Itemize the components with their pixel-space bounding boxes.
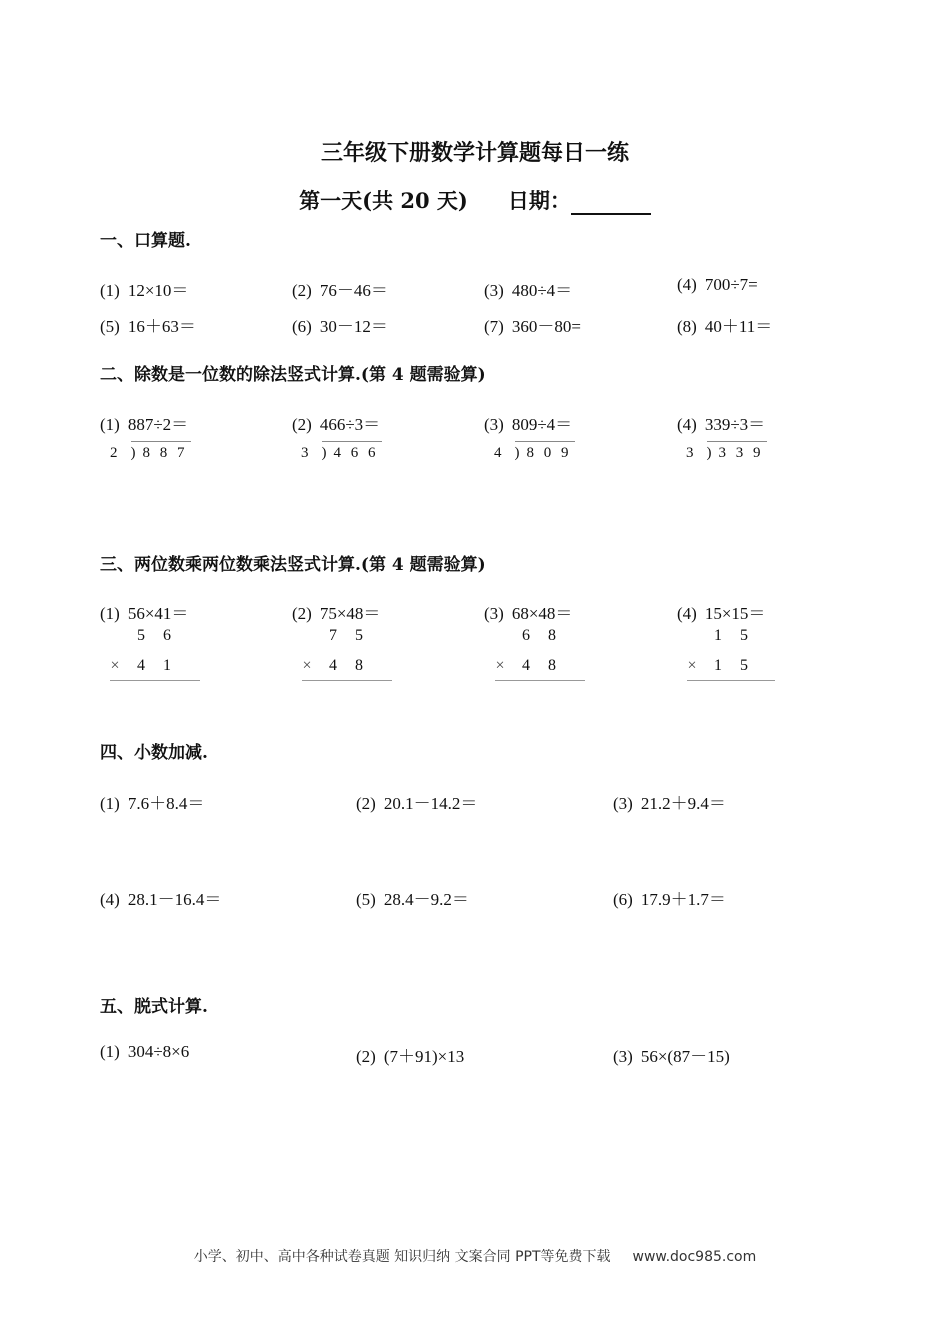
question [677, 410, 765, 435]
section-3-heading: 三、两位数乘两位数乘法竖式计算.(第 4 题需验算) [100, 555, 486, 575]
multiplication-line [110, 680, 200, 681]
vertical-multiplication-bottom [487, 657, 565, 675]
question-number: (7) [484, 317, 504, 336]
question [677, 312, 772, 337]
question-number: (8) [677, 317, 697, 336]
question-number: (1) [100, 415, 120, 434]
date-blank[interactable] [571, 191, 651, 215]
divisor: 4 [494, 445, 505, 461]
question-number: (2) [292, 281, 312, 300]
division-bracket-line [322, 441, 382, 442]
question [100, 789, 204, 814]
question-number: (2) [292, 604, 312, 623]
question-expr: 700÷7= [704, 275, 758, 294]
footer-text: 小学、初中、高中各种试卷真题 知识归纳 文案合同 PPT等免费下载 [193, 1249, 611, 1265]
dividend: 4 6 6 [333, 445, 379, 461]
vertical-multiplication-bottom [102, 657, 180, 675]
date-label: 日期： [507, 188, 571, 213]
question-expr: 28.4－9.2＝ [383, 890, 469, 909]
question [100, 410, 188, 435]
question-expr: 56×(87－15) [640, 1047, 730, 1066]
day-label: 第一天(共 20 天) [299, 188, 468, 213]
question-number: (2) [292, 415, 312, 434]
division-bracket: ) [321, 445, 330, 461]
question-number: (3) [613, 1047, 633, 1066]
footer-link[interactable]: www.doc985.com [632, 1249, 757, 1265]
question-number: (3) [484, 604, 504, 623]
question-expr: 304÷8×6 [127, 1042, 190, 1061]
digit: 8 [355, 657, 363, 674]
question-number: (4) [677, 275, 697, 294]
long-division [110, 445, 188, 462]
vertical-multiplication-top [487, 627, 565, 645]
digit: 6 [163, 627, 171, 644]
question-number: (6) [613, 890, 633, 909]
question-expr: 17.9＋1.7＝ [640, 890, 726, 909]
question-expr: 68×48＝ [511, 604, 573, 623]
question [292, 410, 380, 435]
long-division [301, 445, 379, 462]
digit: 8 [548, 657, 556, 674]
digit: 6 [522, 627, 530, 644]
question-number: (6) [292, 317, 312, 336]
question-number: (2) [356, 1047, 376, 1066]
divisor: 3 [686, 445, 697, 461]
page-title: 三年级下册数学计算题每日一练 [320, 140, 629, 166]
question [100, 885, 221, 910]
question [100, 599, 188, 624]
question-expr: 40＋11＝ [704, 317, 773, 336]
question-number: (1) [100, 794, 120, 813]
question-number: (4) [100, 890, 120, 909]
question-expr: 12×10＝ [127, 281, 189, 300]
vertical-multiplication-bottom [679, 657, 757, 675]
question-expr: 30－12＝ [319, 317, 388, 336]
digit: 5 [137, 627, 145, 644]
multiplication-line [302, 680, 392, 681]
question-expr: 7.6＋8.4＝ [127, 794, 205, 813]
section-2-heading: 二、除数是一位数的除法竖式计算.(第 4 题需验算) [100, 365, 486, 385]
digit: 5 [355, 627, 363, 644]
digit: 8 [548, 627, 556, 644]
question-expr: 75×48＝ [319, 604, 381, 623]
vertical-multiplication-bottom [294, 657, 372, 675]
question-expr: 21.2＋9.4＝ [640, 794, 726, 813]
question [677, 599, 765, 624]
section-4-heading: 四、小数加减. [100, 743, 208, 763]
footer [0, 1246, 950, 1266]
question-expr: 15×15＝ [704, 604, 766, 623]
question-number: (5) [100, 317, 120, 336]
question-expr: 480÷4＝ [511, 281, 573, 300]
vertical-multiplication-top [294, 627, 372, 645]
division-bracket-line [515, 441, 575, 442]
question-number: (1) [100, 604, 120, 623]
question-expr: 28.1－16.4＝ [127, 890, 222, 909]
digit: 4 [522, 657, 530, 674]
question-number: (4) [677, 415, 697, 434]
times-sign: × [687, 657, 697, 674]
division-bracket-line [131, 441, 191, 442]
question [100, 276, 188, 301]
vertical-multiplication-top [102, 627, 180, 645]
multiplication-line [495, 680, 585, 681]
question [484, 312, 581, 337]
question-expr: 76－46＝ [319, 281, 388, 300]
question-expr: 360－80= [511, 317, 581, 336]
times-sign: × [302, 657, 312, 674]
division-bracket-line [707, 441, 767, 442]
question [100, 1042, 189, 1062]
question-number: (3) [613, 794, 633, 813]
times-sign: × [495, 657, 505, 674]
digit: 5 [740, 627, 748, 644]
long-division [686, 445, 764, 462]
subtitle [0, 185, 950, 215]
question-number: (3) [484, 281, 504, 300]
question-number: (5) [356, 890, 376, 909]
division-bracket: ) [130, 445, 139, 461]
question [100, 312, 196, 337]
question-expr: 339÷3＝ [704, 415, 766, 434]
question [356, 1042, 464, 1067]
question-number: (4) [677, 604, 697, 623]
question [677, 275, 758, 295]
division-bracket: ) [706, 445, 715, 461]
digit: 4 [137, 657, 145, 674]
divisor: 2 [110, 445, 121, 461]
question-expr: (7＋91)×13 [383, 1047, 465, 1066]
question [356, 885, 469, 910]
dividend: 8 0 9 [526, 445, 572, 461]
divisor: 3 [301, 445, 312, 461]
division-bracket: ) [514, 445, 523, 461]
question [613, 1042, 730, 1067]
question-number: (1) [100, 1042, 120, 1061]
question-number: (2) [356, 794, 376, 813]
dividend: 8 8 7 [142, 445, 188, 461]
question [484, 599, 572, 624]
question [356, 789, 477, 814]
times-sign: × [110, 657, 120, 674]
question-expr: 16＋63＝ [127, 317, 196, 336]
digit: 1 [714, 627, 722, 644]
question-number: (1) [100, 281, 120, 300]
question [613, 789, 726, 814]
question-expr: 20.1－14.2＝ [383, 794, 478, 813]
question [484, 276, 572, 301]
digit: 4 [329, 657, 337, 674]
question-expr: 466÷3＝ [319, 415, 381, 434]
question [292, 276, 388, 301]
long-division [494, 445, 572, 462]
section-1-heading: 一、口算题. [100, 231, 191, 251]
digit: 5 [740, 657, 748, 674]
multiplication-line [687, 680, 775, 681]
question-expr: 887÷2＝ [127, 415, 189, 434]
question [484, 410, 572, 435]
question-number: (3) [484, 415, 504, 434]
digit: 1 [163, 657, 171, 674]
question [292, 312, 388, 337]
vertical-multiplication-top [679, 627, 757, 645]
question [292, 599, 380, 624]
digit: 1 [714, 657, 722, 674]
question [613, 885, 726, 910]
dividend: 3 3 9 [718, 445, 764, 461]
question-expr: 56×41＝ [127, 604, 189, 623]
digit: 7 [329, 627, 337, 644]
section-5-heading: 五、脱式计算. [100, 997, 208, 1017]
question-expr: 809÷4＝ [511, 415, 573, 434]
